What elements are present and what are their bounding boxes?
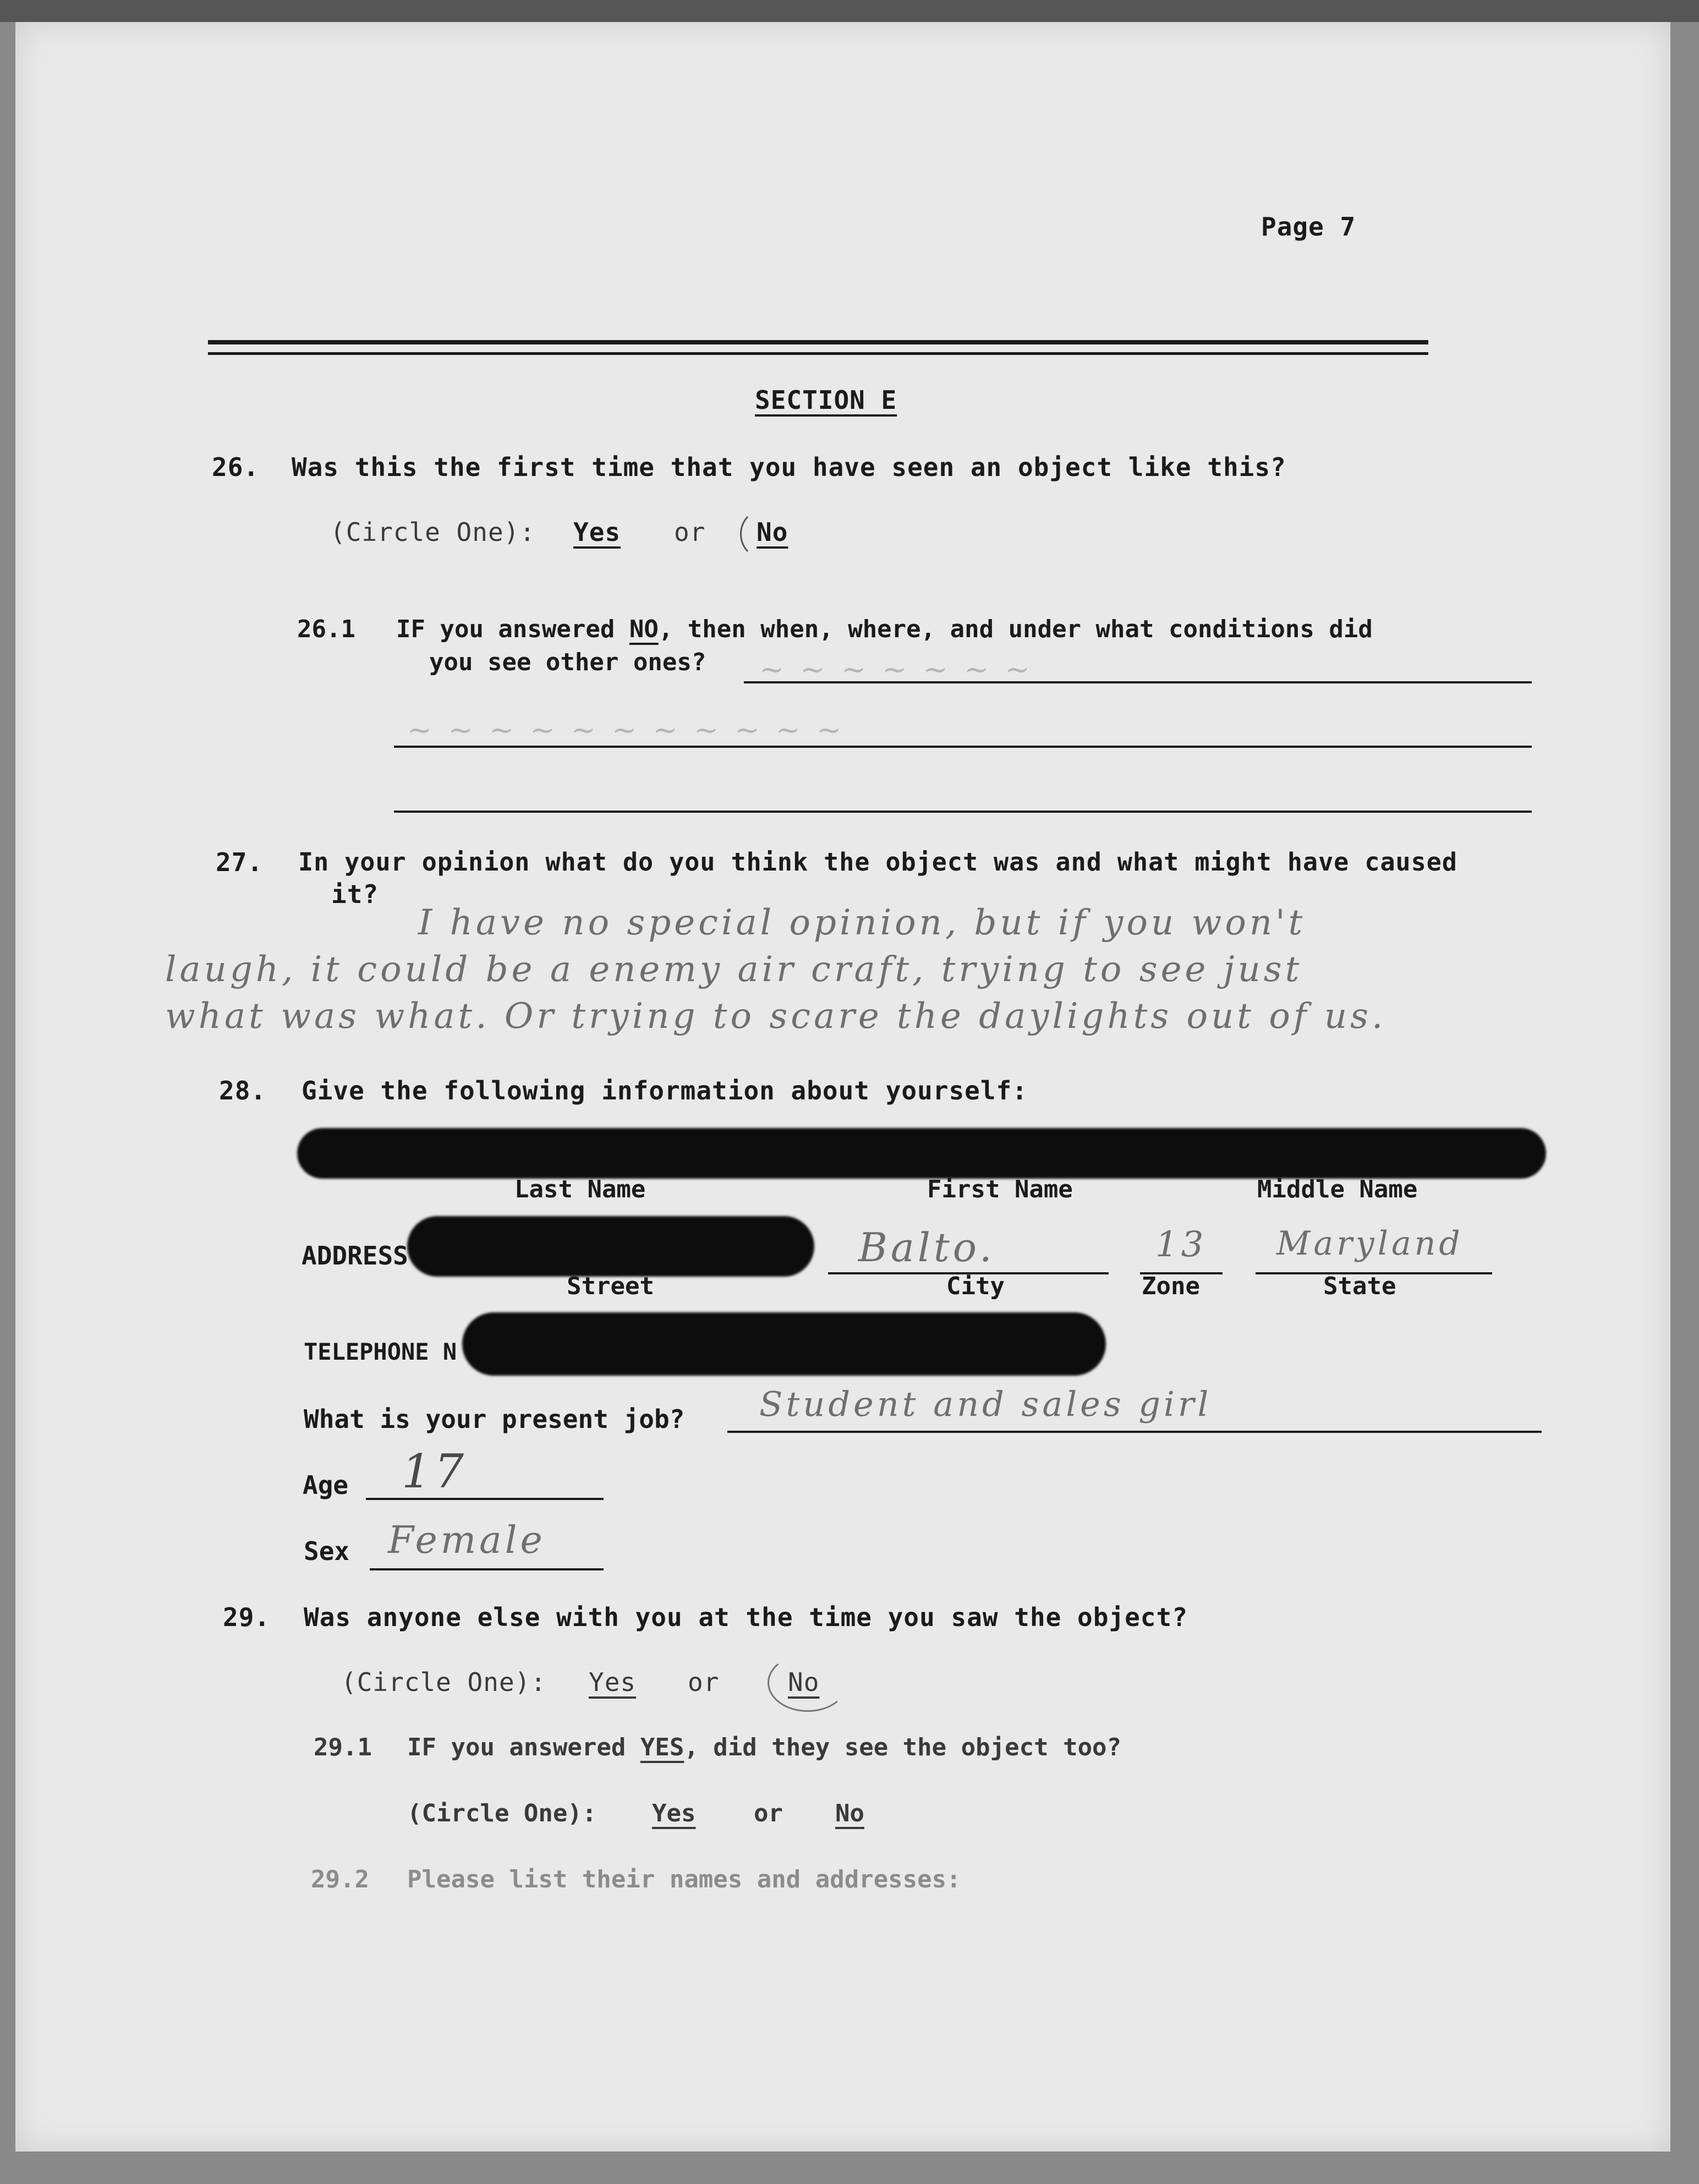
q28-number: 28. [219,1076,267,1105]
q27-number: 27. [216,847,264,877]
state-value: Maryland [1276,1224,1464,1263]
q26-1-text-line2: you see other ones? [429,648,706,676]
label-state: State [1323,1272,1396,1300]
q29-1-no: No [835,1799,864,1827]
q27-text-line2: it? [331,879,379,909]
q29-or: or [688,1667,720,1697]
header-rule-top [208,340,1428,344]
q29-number: 29. [223,1602,271,1632]
q29-yes: Yes [589,1667,637,1697]
q29-2-text: Please list their names and addresses: [407,1865,961,1893]
q29-1-number: 29.1 [314,1733,372,1761]
q29-circle-label: (Circle One): [341,1667,547,1697]
telephone-label: TELEPHONE N [304,1338,457,1365]
q26-yes: Yes [573,517,621,547]
job-line [727,1431,1542,1433]
label-city: City [946,1272,1005,1300]
q26-no: No [757,517,788,547]
label-last-name: Last Name [514,1175,646,1203]
q29-no: No [788,1667,820,1697]
job-label: What is your present job? [304,1404,685,1434]
q26-1-answer-line-3 [394,811,1532,813]
q29-1-keyword: YES [640,1733,684,1761]
q29-1-circle-label: (Circle One): [407,1799,597,1827]
q26-1-handwriting-faint-2: ~ ~ ~ ~ ~ ~ ~ ~ ~ ~ ~ [407,713,845,747]
q26-no-circle-mark [740,509,787,559]
zone-value: 13 [1155,1224,1207,1265]
age-value: 17 [402,1444,467,1498]
q26-1-keyword: NO [629,615,659,643]
page-number: Page 7 [1261,212,1356,242]
city-value: Balto. [858,1224,995,1271]
q27-answer-line2: laugh, it could be a enemy air craft, trying to see just [165,949,1303,990]
name-redaction [297,1128,1546,1179]
q29-2-number: 29.2 [311,1865,369,1893]
sex-label: Sex [304,1536,350,1566]
label-zone: Zone [1142,1272,1200,1300]
q26-text: Was this the first time that you have seen an object like this? [292,452,1286,482]
label-street: Street [567,1272,654,1300]
q27-text-line1: In your opinion what do you think the object was and what might have caused [298,847,1457,877]
q29-1-or: or [754,1799,783,1827]
q29-text: Was anyone else with you at the time you saw the object? [304,1602,1188,1632]
scan-top-edge [0,0,1699,22]
street-redaction [407,1216,814,1277]
age-label: Age [303,1470,349,1500]
label-first-name: First Name [927,1175,1073,1203]
q26-circle-label: (Circle One): [330,517,536,547]
sex-line [370,1568,604,1570]
section-title: SECTION E [755,385,897,415]
q26-1-text [396,615,1373,643]
q29-1-text-suffix: , did they see the object too? [684,1733,1122,1761]
label-middle-name: Middle Name [1257,1175,1418,1203]
q29-1-yes: Yes [652,1799,696,1827]
q28-text: Give the following information about yourself: [302,1076,1028,1105]
q27-answer-line1: I have no special opinion, but if you won't [418,902,1306,943]
q29-1-text-prefix: IF you answered [407,1733,640,1761]
q26-or: or [674,517,706,547]
q26-number: 26. [212,452,260,482]
job-value: Student and sales girl [759,1384,1212,1424]
telephone-redaction [462,1312,1106,1376]
q29-1-text [407,1733,1121,1761]
address-label: ADDRESS [302,1241,408,1271]
q26-1-number: 26.1 [297,615,355,643]
q26-1-text-suffix: , then when, where, and under what conditions did [658,615,1373,643]
q26-1-handwriting-faint: ~ ~ ~ ~ ~ ~ ~ [759,652,1033,687]
q29-no-circle-mark [768,1654,848,1712]
header-rule-bottom [208,352,1428,355]
sex-value: Female [388,1519,546,1562]
q26-1-text-prefix: IF you answered [396,615,629,643]
q27-answer-line3: what was what. Or trying to scare the daylights out of us. [165,996,1386,1037]
